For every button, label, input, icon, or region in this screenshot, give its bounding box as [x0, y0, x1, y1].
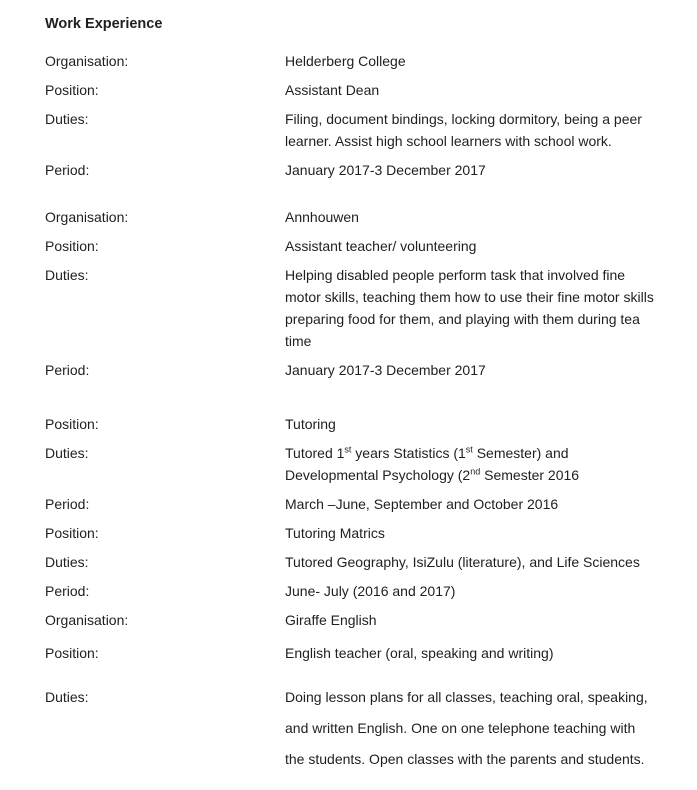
text-part: Semester 2016 — [480, 467, 580, 483]
field-value — [285, 442, 691, 486]
value-line: time — [285, 333, 312, 349]
field-row — [45, 413, 691, 435]
value-line: January 2017-3 December 2017 — [285, 362, 486, 378]
field-label: Position: — [45, 645, 99, 661]
field-value — [285, 264, 691, 352]
text-part: Tutored 1 — [285, 445, 345, 461]
field-row — [45, 108, 691, 152]
field-value — [285, 50, 691, 72]
field-row — [45, 206, 691, 228]
field-label: Position: — [45, 82, 99, 98]
field-label: Duties: — [45, 267, 89, 283]
value-line: Helping disabled people perform task that involved fine — [285, 267, 626, 283]
field-row — [45, 580, 691, 602]
value-line — [285, 464, 691, 486]
field-row — [45, 551, 691, 573]
value-line: Tutoring — [285, 416, 336, 432]
value-line: English teacher (oral, speaking and writing) — [285, 645, 554, 661]
value-line: and written English. One on one telephone teaching with — [285, 720, 636, 736]
text-part: Developmental Psychology (2 — [285, 467, 471, 483]
value-line: Filing, document bindings, locking dormitory, being a peer — [285, 111, 642, 127]
field-label: Position: — [45, 525, 99, 541]
value-line: the students. Open classes with the parents and students. — [285, 751, 645, 767]
superscript-text: st — [344, 444, 352, 455]
superscript-text: st — [465, 444, 473, 455]
value-line: learner. Assist high school learners with school work. — [285, 133, 612, 149]
text-part: Semester) and — [472, 445, 569, 461]
field-label: Duties: — [45, 445, 89, 461]
field-label: Organisation: — [45, 209, 129, 225]
job-block-giraffe-english — [45, 642, 691, 775]
field-value — [285, 79, 691, 101]
field-label: Period: — [45, 496, 90, 512]
value-line: Tutored Geography, IsiZulu (literature), and Life Sciences — [285, 554, 640, 570]
value-line: motor skills, teaching them how to use their fine motor skills — [285, 289, 654, 305]
value-line: Doing lesson plans for all classes, teaching oral, speaking, — [285, 689, 648, 705]
field-value — [285, 580, 691, 602]
field-row — [45, 50, 691, 72]
field-value — [285, 413, 691, 435]
field-value — [285, 235, 691, 257]
value-line: June- July (2016 and 2017) — [285, 583, 456, 599]
field-row — [45, 359, 691, 381]
field-row — [45, 235, 691, 257]
field-label: Position: — [45, 238, 99, 254]
field-label: Duties: — [45, 111, 89, 127]
superscript-text: nd — [470, 466, 481, 477]
field-label: Period: — [45, 162, 90, 178]
field-label: Position: — [45, 416, 99, 432]
field-value — [285, 609, 691, 631]
field-label: Period: — [45, 583, 90, 599]
value-line: preparing food for them, and playing with them during tea — [285, 311, 640, 327]
value-line: Tutoring Matrics — [285, 525, 385, 541]
field-row — [45, 159, 691, 181]
field-label: Duties: — [45, 689, 89, 705]
value-line: January 2017-3 December 2017 — [285, 162, 486, 178]
field-value — [285, 108, 691, 152]
field-row — [45, 609, 691, 631]
field-value — [285, 522, 691, 544]
field-label: Organisation: — [45, 53, 129, 69]
field-row — [45, 642, 691, 664]
value-line: Annhouwen — [285, 209, 359, 225]
value-line: Assistant Dean — [285, 82, 380, 98]
job-block-helderberg — [45, 50, 691, 181]
field-row — [45, 264, 691, 352]
field-value — [285, 493, 691, 515]
field-row — [45, 442, 691, 486]
field-value — [285, 159, 691, 181]
field-row — [45, 522, 691, 544]
job-block-tutoring — [45, 413, 691, 631]
value-line: Helderberg College — [285, 53, 406, 69]
field-label: Organisation: — [45, 612, 129, 628]
field-value — [285, 642, 691, 664]
value-line — [285, 442, 691, 464]
value-line: Giraffe English — [285, 612, 377, 628]
field-value — [285, 682, 691, 775]
value-line: Assistant teacher/ volunteering — [285, 238, 477, 254]
field-label: Duties: — [45, 554, 89, 570]
field-value — [285, 551, 691, 573]
job-block-annhouwen — [45, 206, 691, 381]
section-heading: Work Experience — [45, 16, 163, 32]
value-line: March –June, September and October 2016 — [285, 496, 559, 512]
field-value — [285, 206, 691, 228]
field-label: Period: — [45, 362, 90, 378]
field-row — [45, 682, 691, 775]
field-value — [285, 359, 691, 381]
field-row — [45, 79, 691, 101]
field-row — [45, 493, 691, 515]
text-part: years Statistics (1 — [351, 445, 466, 461]
